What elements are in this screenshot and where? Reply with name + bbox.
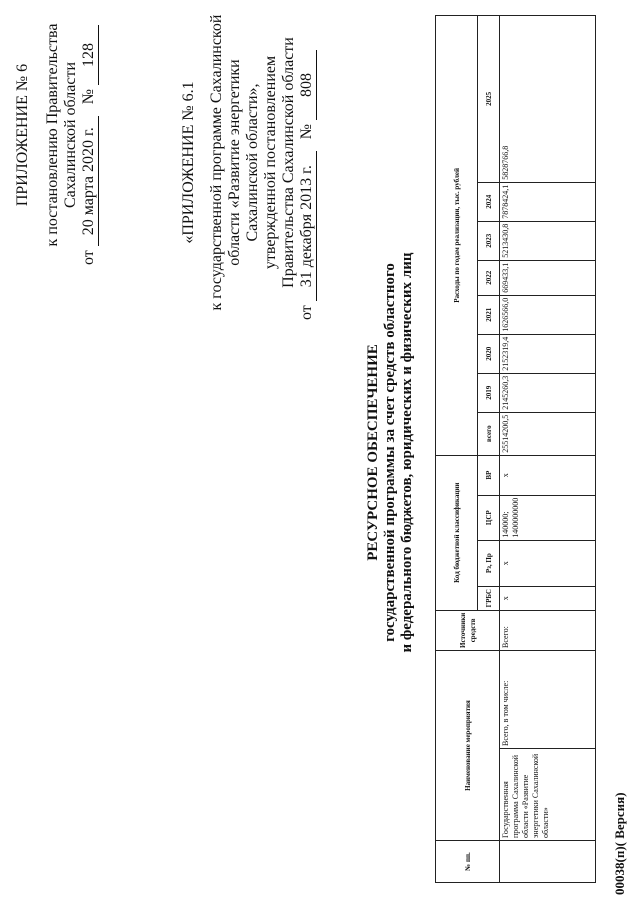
appendix-6-1-number: 808 — [298, 50, 317, 120]
row-rzpr: х — [500, 540, 596, 586]
document-title-line1: РЕСУРСНОЕ ОБЕСПЕЧЕНИЕ — [365, 344, 381, 561]
appendix-6-line2: Сахалинской области — [62, 61, 79, 209]
header-source: Источники средств — [436, 610, 500, 650]
appendix-6-line1: к постановлению Правительства — [44, 23, 61, 247]
appendix-6-date-line — [80, 5, 99, 265]
appendix-6-title: ПРИЛОЖЕНИЕ № 6 — [14, 63, 31, 207]
header-year: 2022 — [478, 260, 500, 295]
appendix-6-1-line5: Правительства Сахалинской области — [280, 37, 297, 288]
document-title — [365, 0, 416, 905]
header-rzpr: Рз, Пр — [478, 540, 500, 586]
header-year: 2019 — [478, 373, 500, 412]
appendix-6-1-line2: области «Развитие энергетики — [226, 59, 243, 266]
footer-version: 00038(п)( Версия) — [612, 792, 627, 895]
row-total: 25514200,5 — [500, 412, 596, 455]
appendix-6-1-line3: Сахалинской области», — [244, 83, 261, 242]
row-included: Всего, в том числе: — [500, 651, 596, 749]
row-value: 5828766,8 — [500, 16, 596, 183]
row-no — [500, 841, 596, 883]
header-no: № пп. — [436, 841, 500, 883]
row-value: 7878424,1 — [500, 182, 596, 221]
row-value: 2152319,4 — [500, 334, 596, 373]
appendix-6-no: № — [80, 88, 97, 105]
appendix-6-from: от — [80, 250, 97, 265]
header-expenses: Расходы по годам реализации, тыс. рублей — [436, 16, 478, 456]
appendix-6-1-from: от — [298, 305, 315, 320]
header-total: всего — [478, 412, 500, 455]
header-year: 2020 — [478, 334, 500, 373]
row-grbs: х — [500, 586, 596, 610]
appendix-6-block — [14, 5, 99, 265]
appendix-6-1-no: № — [298, 123, 315, 140]
appendix-6-date: 20 марта 2020 г. — [80, 116, 99, 246]
row-vr: х — [500, 455, 596, 495]
header-code: Код бюджетной классификации — [436, 455, 478, 610]
table-row — [500, 16, 596, 883]
header-vr: ВР — [478, 455, 500, 495]
row-value: 5213430,8 — [500, 221, 596, 260]
appendix-6-1-block — [180, 5, 317, 320]
header-year: 2025 — [478, 16, 500, 183]
appendix-6-1-line1: к государственной программе Сахалинской — [208, 14, 225, 311]
header-year: 2023 — [478, 221, 500, 260]
header-year: 2024 — [478, 182, 500, 221]
appendix-6-number: 128 — [80, 25, 99, 85]
document-title-line2: государственной программы за счет средств областного — [382, 263, 398, 642]
row-value: 669433,1 — [500, 260, 596, 295]
header-name: Наименование мероприятия — [436, 651, 500, 841]
row-name: Государственная программа Сахалинской области «Развитие энергетики Сахалинской области» — [500, 749, 596, 841]
row-value: 2145260,3 — [500, 373, 596, 412]
header-csr: ЦСР — [478, 495, 500, 540]
document-title-line3: и федерального бюджетов, юридических и физических лиц — [399, 252, 415, 653]
header-grbs: ГРБС — [478, 586, 500, 610]
resource-table — [435, 15, 596, 883]
row-source: Всего: — [500, 610, 596, 650]
row-csr: 140000; 1400000000 — [500, 495, 596, 540]
appendix-6-1-date-line — [298, 5, 317, 320]
row-value: 1626566,0 — [500, 295, 596, 334]
appendix-6-1-title: «ПРИЛОЖЕНИЕ № 6.1 — [180, 81, 197, 244]
header-year: 2021 — [478, 295, 500, 334]
appendix-6-1-date: 31 декабря 2013 г. — [298, 151, 317, 301]
appendix-6-1-line4: утвержденной постановлением — [262, 55, 279, 270]
